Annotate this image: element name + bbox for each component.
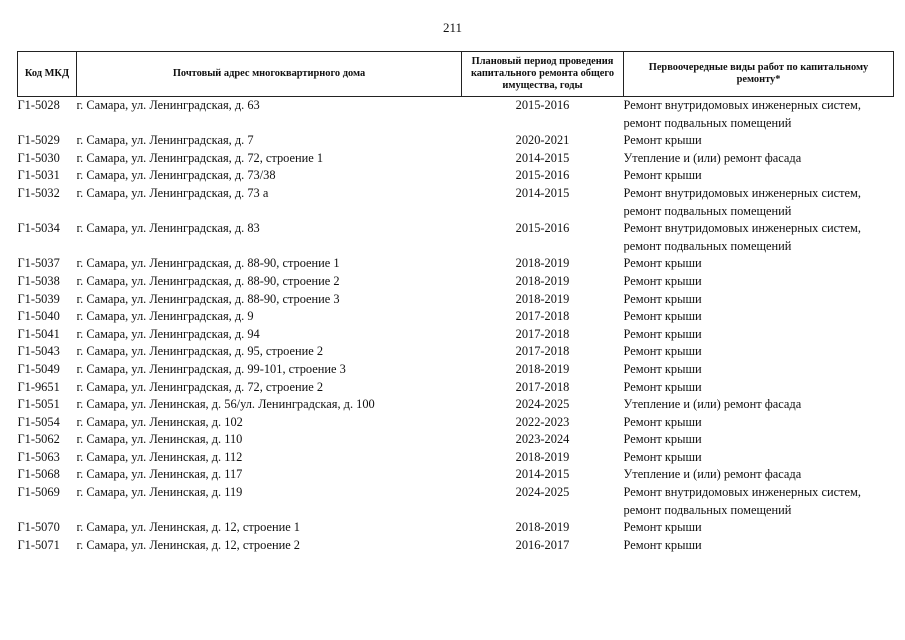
work-line: ремонт подвальных помещений [623, 203, 792, 218]
table-row [18, 466, 894, 484]
row-works [624, 431, 894, 449]
table-row [18, 273, 894, 291]
row-works [624, 396, 894, 414]
row-code: Г1-5031 [17, 168, 60, 183]
row-period: 2018-2019 [515, 449, 570, 464]
work-line: Ремонт внутридомовых инженерных систем, [623, 98, 861, 112]
work-line: Ремонт внутридомовых инженерных систем, [623, 185, 861, 200]
work-line: Ремонт крыши [623, 537, 702, 552]
work-line: Ремонт крыши [623, 449, 702, 464]
row-period: 2017-2018 [515, 344, 570, 359]
row-works [624, 343, 894, 361]
row-period: 2015-2016 [515, 221, 570, 236]
row-address: г. Самара, ул. Ленинградская, д. 73/38 [76, 168, 276, 183]
header-works: Первоочередные виды работ по капитальному ремонту* [624, 52, 894, 97]
table-row [18, 343, 894, 361]
row-period: 2022-2023 [515, 414, 570, 429]
table-row [18, 326, 894, 344]
table-row [18, 308, 894, 326]
row-code: Г1-5070 [17, 520, 60, 535]
row-code: Г1-5041 [17, 326, 60, 341]
row-address: г. Самара, ул. Ленинградская, д. 88-90, строение 1 [76, 256, 340, 271]
row-address: г. Самара, ул. Ленинградская, д. 72, строение 1 [76, 150, 324, 165]
row-address: г. Самара, ул. Ленинградская, д. 99-101, строение 3 [76, 361, 346, 376]
work-line: Утепление и (или) ремонт фасада [623, 150, 802, 165]
row-works [624, 255, 894, 273]
row-period: 2014-2015 [515, 150, 570, 165]
row-period: 2015-2016 [515, 168, 570, 183]
work-line: Ремонт внутридомовых инженерных систем, [623, 485, 861, 500]
row-period: 2015-2016 [515, 98, 570, 112]
row-code: Г1-5043 [17, 344, 60, 359]
work-line: Ремонт крыши [623, 414, 702, 429]
row-address: г. Самара, ул. Ленинская, д. 12, строение 2 [76, 537, 301, 552]
row-period: 2024-2025 [515, 485, 570, 500]
work-line: Ремонт крыши [623, 168, 702, 183]
work-line: Ремонт внутридомовых инженерных систем, [623, 221, 861, 236]
work-line: Ремонт крыши [623, 432, 702, 447]
table-row [18, 220, 894, 255]
row-code: Г1-5040 [17, 309, 60, 324]
row-period: 2014-2015 [515, 467, 570, 482]
row-address: г. Самара, ул. Ленинградская, д. 95, строение 2 [76, 344, 324, 359]
row-code: Г1-5054 [17, 414, 60, 429]
row-period: 2017-2018 [515, 326, 570, 341]
row-works [624, 414, 894, 432]
work-line: Ремонт крыши [623, 326, 702, 341]
row-works [624, 466, 894, 484]
row-address: г. Самара, ул. Ленинградская, д. 63 [76, 98, 260, 112]
table-header [18, 52, 894, 97]
table-body [18, 97, 894, 555]
row-works [624, 519, 894, 537]
table-row [18, 396, 894, 414]
row-address: г. Самара, ул. Ленинская, д. 110 [76, 432, 243, 447]
work-line: Ремонт крыши [623, 344, 702, 359]
work-line: Ремонт крыши [623, 309, 702, 324]
row-code: Г1-5069 [17, 485, 60, 500]
row-code: Г1-5029 [17, 133, 60, 148]
row-code: Г1-5071 [17, 537, 60, 552]
work-line: Ремонт крыши [623, 133, 702, 148]
row-period: 2016-2017 [515, 537, 570, 552]
row-code: Г1-5049 [17, 361, 60, 376]
work-line: Утепление и (или) ремонт фасада [623, 467, 802, 482]
row-address: г. Самара, ул. Ленинская, д. 12, строение 1 [76, 520, 301, 535]
row-code: Г1-5038 [17, 273, 60, 288]
table-row [18, 484, 894, 519]
row-period: 2014-2015 [515, 185, 570, 200]
work-line: ремонт подвальных помещений [623, 238, 792, 253]
work-line: Ремонт крыши [623, 361, 702, 376]
work-line: Утепление и (или) ремонт фасада [623, 397, 802, 412]
work-line: Ремонт крыши [623, 273, 702, 288]
table-row [18, 519, 894, 537]
table-row [18, 361, 894, 379]
table-row [18, 379, 894, 397]
row-address: г. Самара, ул. Ленинградская, д. 73 а [76, 185, 269, 200]
row-period: 2023-2024 [515, 432, 570, 447]
work-line: Ремонт крыши [623, 379, 702, 394]
row-address: г. Самара, ул. Ленинская, д. 119 [76, 485, 243, 500]
header-code: Код МКД [18, 52, 77, 97]
row-period: 2017-2018 [515, 379, 570, 394]
row-address: г. Самара, ул. Ленинградская, д. 88-90, строение 2 [76, 273, 340, 288]
table-row [18, 132, 894, 150]
row-works [624, 273, 894, 291]
row-works [624, 220, 894, 255]
table-row [18, 414, 894, 432]
row-works [624, 308, 894, 326]
row-address: г. Самара, ул. Ленинградская, д. 7 [76, 133, 254, 148]
row-address: г. Самара, ул. Ленинская, д. 102 [76, 414, 243, 429]
row-period: 2018-2019 [515, 256, 570, 271]
row-address: г. Самара, ул. Ленинградская, д. 72, строение 2 [76, 379, 324, 394]
row-works [624, 537, 894, 555]
row-code: Г1-9651 [17, 379, 60, 394]
row-code: Г1-5034 [17, 221, 60, 236]
table-row [18, 431, 894, 449]
work-line: ремонт подвальных помещений [623, 115, 792, 130]
row-works [624, 361, 894, 379]
page-number: 211 [442, 20, 463, 35]
row-code: Г1-5030 [17, 150, 60, 165]
row-period: 2018-2019 [515, 273, 570, 288]
row-works [624, 379, 894, 397]
row-code: Г1-5062 [17, 432, 60, 447]
row-works [624, 132, 894, 150]
row-works [624, 326, 894, 344]
capital-repair-table [17, 51, 894, 554]
row-period: 2018-2019 [515, 361, 570, 376]
row-works [624, 167, 894, 185]
row-period: 2018-2019 [515, 291, 570, 306]
row-period: 2018-2019 [515, 520, 570, 535]
table-row [18, 291, 894, 309]
row-address: г. Самара, ул. Ленинская, д. 56/ул. Ленинградская, д. 100 [76, 397, 375, 412]
row-period: 2017-2018 [515, 309, 570, 324]
row-address: г. Самара, ул. Ленинская, д. 117 [76, 467, 243, 482]
work-line: Ремонт крыши [623, 256, 702, 271]
table-row [18, 449, 894, 467]
row-code: Г1-5032 [17, 185, 60, 200]
work-line: Ремонт крыши [623, 520, 702, 535]
header-address: Почтовый адрес многоквартирного дома [77, 52, 462, 97]
row-period: 2020-2021 [515, 133, 570, 148]
table-row [18, 185, 894, 220]
table-row [18, 255, 894, 273]
row-address: г. Самара, ул. Ленинградская, д. 83 [76, 221, 260, 236]
row-address: г. Самара, ул. Ленинградская, д. 9 [76, 309, 254, 324]
row-code: Г1-5037 [17, 256, 60, 271]
row-period: 2024-2025 [515, 397, 570, 412]
table-row [18, 537, 894, 555]
row-works [624, 185, 894, 220]
row-address: г. Самара, ул. Ленинградская, д. 88-90, строение 3 [76, 291, 340, 306]
row-works [624, 291, 894, 309]
work-line: Ремонт крыши [623, 291, 702, 306]
header-period: Плановый период проведения капитального ремонта общего имущества, годы [462, 52, 624, 97]
row-code: Г1-5063 [17, 449, 60, 464]
row-works [624, 150, 894, 168]
row-code: Г1-5051 [17, 397, 60, 412]
table-row [18, 97, 894, 133]
table-row [18, 167, 894, 185]
row-code: Г1-5039 [17, 291, 60, 306]
row-code: Г1-5068 [17, 467, 60, 482]
row-works [624, 449, 894, 467]
work-line: ремонт подвальных помещений [623, 502, 792, 517]
row-address: г. Самара, ул. Ленинская, д. 112 [76, 449, 243, 464]
row-address: г. Самара, ул. Ленинградская, д. 94 [76, 326, 260, 341]
row-works [624, 97, 894, 133]
row-code: Г1-5028 [17, 98, 60, 112]
table-row [18, 150, 894, 168]
row-works [624, 484, 894, 519]
